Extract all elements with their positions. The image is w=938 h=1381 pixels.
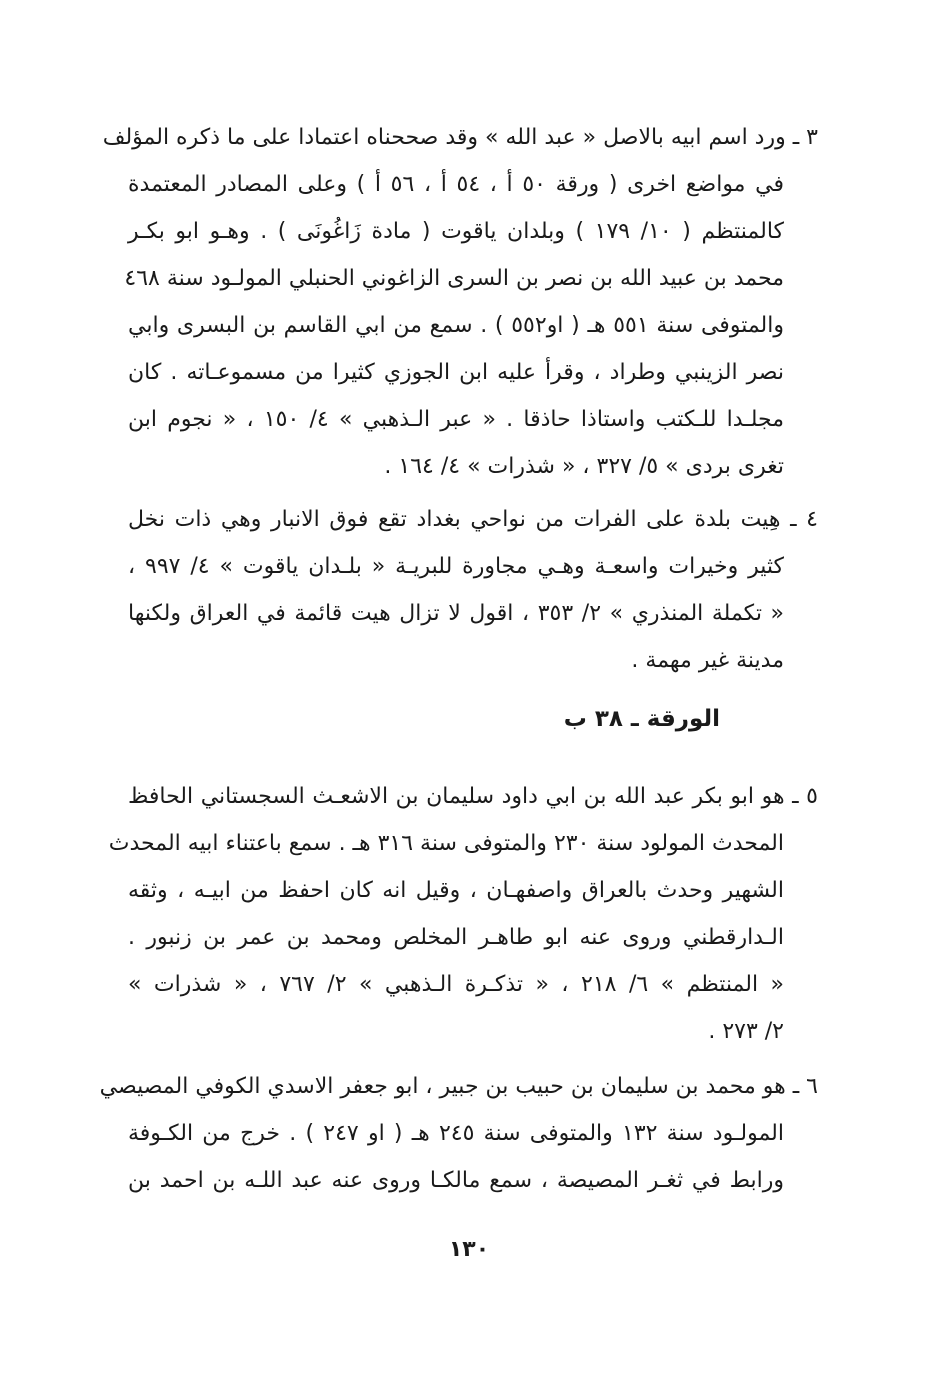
footnote-line: المحدث المولود سنة ٢٣٠ والمتوفى سنة ٣١٦ هـ . سمع باعتناء ابيه المحدث [108, 831, 784, 856]
footnote-line: « المنتظم » ٦/ ٢١٨ ، « تذكـرة الـذهبي » ٢/ ٧٦٧ ، « شذرات » [128, 972, 785, 997]
footnote-line: كثير وخيرات واسعـة وهـي مجاورة للبريـة « بلـدان ياقوت » ٤/ ٩٩٧ ، [128, 554, 785, 579]
footnote-line: والمتوفى سنة ٥٥١ هـ ( او٥٥٢ ) . سمع من ابي القاسم بن البسرى وابي [128, 313, 784, 338]
footnote-line: مدينة غير مهمة . [631, 648, 784, 673]
footnote-line: نصر الزينبي وطراد ، وقرأ عليه ابن الجوزي كثيرا من مسموعـاته . كان [128, 360, 784, 385]
footnote-line: المولـود سنة ١٣٢ والمتوفى سنة ٢٤٥ هـ ( او ٢٤٧ ) . خرج من الكـوفة [128, 1121, 784, 1146]
footnote-line: تغرى بردى » ٥/ ٣٢٧ ، « شذرات » ٤/ ١٦٤ . [384, 454, 784, 479]
footnote-line: مجلـدا للـكتب واستاذا حاذقا . « عبر الـذهبي » ٤/ ١٥٠ ، « نجوم ابن [128, 407, 785, 432]
footnote-line: ٦ ـ هو محمد بن سليمان بن حبيب بن جبير ، ابو جعفر الاسدي الكوفي المصيصي [99, 1074, 818, 1099]
footnote-line: ٤ ـ هِيت بلدة على الفرات من نواحي بغداد تقع فوق الانبار وهي ذات نخل [128, 507, 818, 532]
page-number: ١٣٠ [448, 1237, 490, 1262]
footnote-line: ٣ ـ ورد اسم ابيه بالاصل « عبد الله » وقد صححناه اعتمادا على ما ذكره المؤلف [102, 125, 818, 150]
footnote-3 [102, 114, 818, 490]
footnote-line: ٥ ـ هو ابو بكر عبد الله بن ابي داود سليمان بن الاشعـث السجستاني الحافظ [128, 784, 818, 809]
footnote-line: الشهير وحدث بالعراق واصفهـان ، وقيل انه كان احفظ من ابيـه ، وثقه [128, 878, 784, 903]
footnote-5 [108, 773, 818, 1055]
footnote-6 [99, 1063, 818, 1204]
footnote-line: كالمنتظم ( ١٠/ ١٧٩ ) وبلدان ياقوت ( مادة زَاغُونَى ) . وهـو ابو بكـر [128, 219, 785, 244]
footnote-line: في مواضع اخرى ( ورقة ٥٠ أ ، ٥٤ أ ، ٥٦ أ ) وعلى المصادر المعتمدة [128, 172, 784, 197]
footnote-line: الـدارقطني وروى عنه ابو طاهـر المخلص ومحمد بن عمر بن زنبور . [128, 925, 784, 950]
footnote-4 [128, 496, 818, 684]
footnote-line: محمد بن عبيد الله بن نصر بن السرى الزاغوني الحنبلي المولـود سنة ٤٦٨ [124, 266, 784, 291]
footnote-line: ورابط في ثغـر المصيصة ، سمع مالكـا وروى عنه عبد اللـه بن احمد بن [128, 1168, 784, 1193]
footnote-line: ٢/ ٢٧٣ . [708, 1019, 784, 1044]
section-heading: الورقة ـ ٣٨ ب [563, 706, 720, 732]
footnote-line: « تكملة المنذري » ٢/ ٣٥٣ ، اقول لا تزال هيت قائمة في العراق ولكنها [128, 601, 785, 626]
